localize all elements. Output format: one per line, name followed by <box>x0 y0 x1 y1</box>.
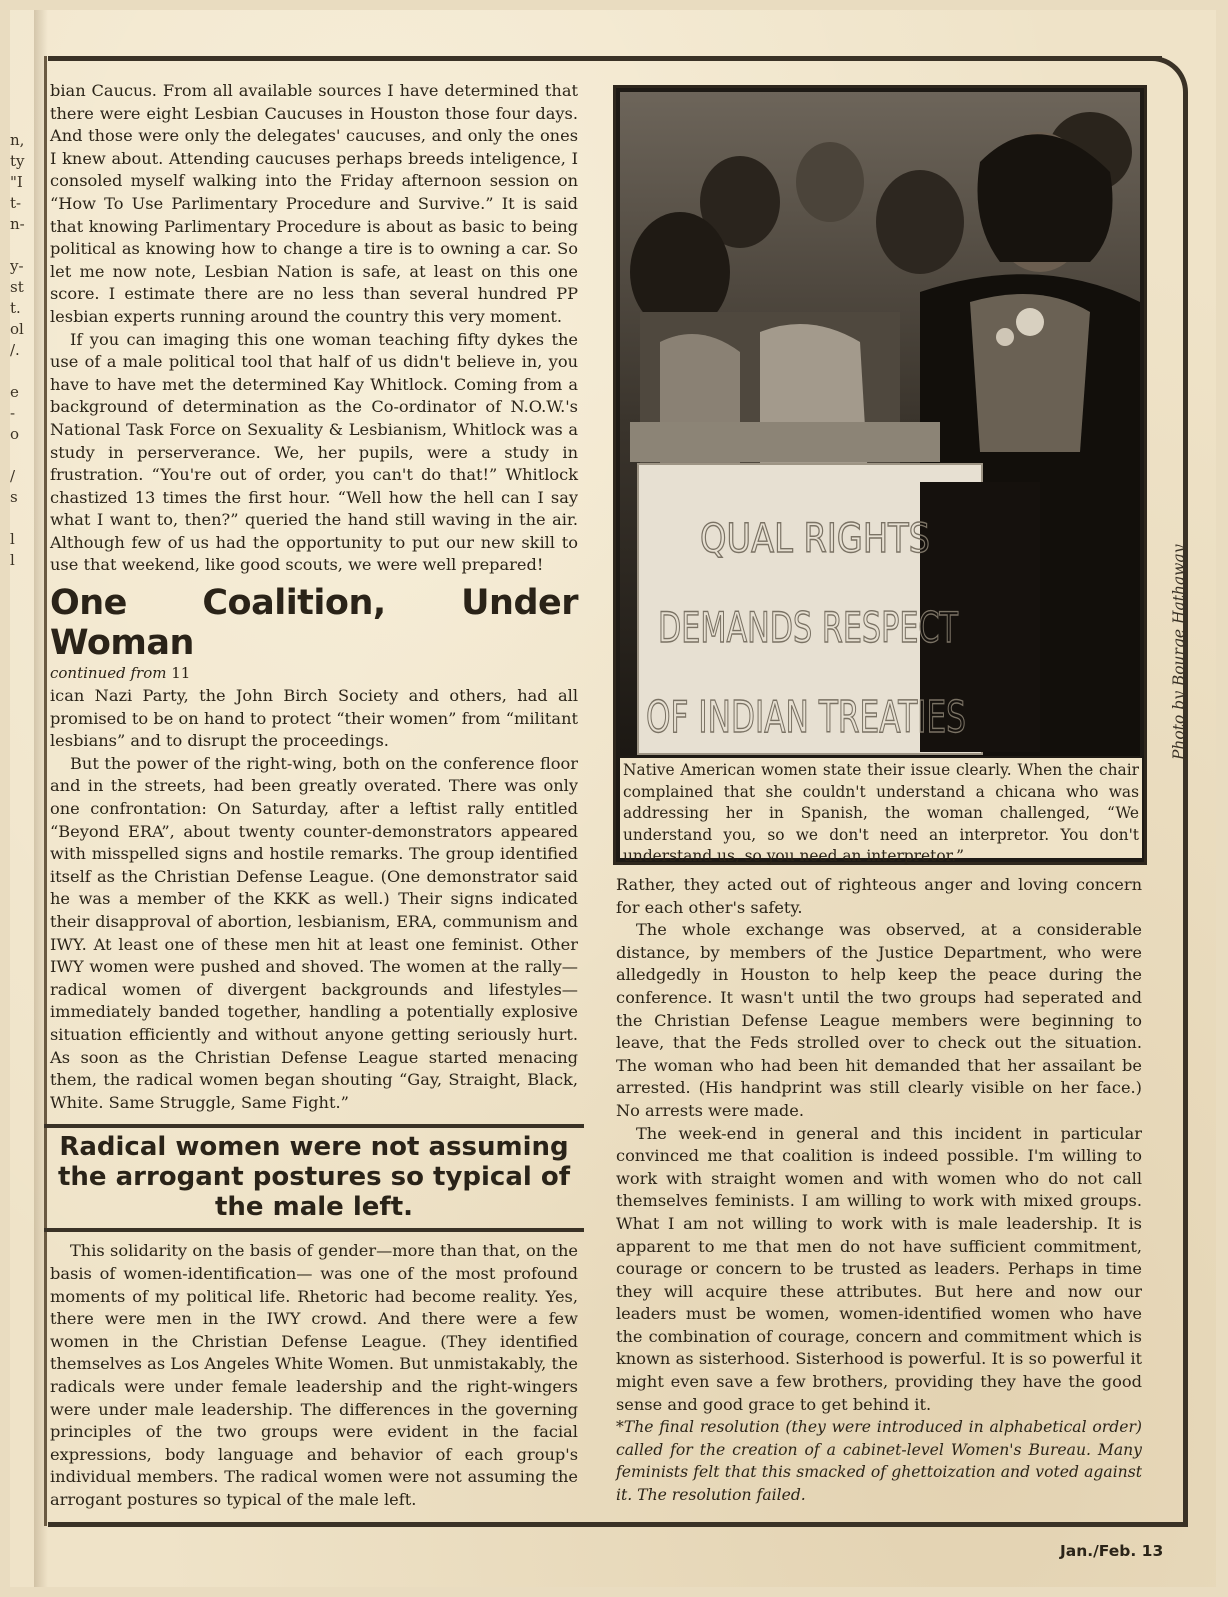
gutter-fragment: ol <box>10 320 24 338</box>
frame-rule-top <box>48 56 1162 61</box>
gutter-fragment: - <box>10 404 16 422</box>
gutter-fragment <box>10 445 32 466</box>
sign-text-line: DEMANDS RESPECT <box>658 603 959 652</box>
newspaper-page <box>10 10 1216 1587</box>
article-paragraph: The whole exchange was observed, at a considerable distance, by members of the Justice Department, who were alledgedly in Houston to help keep the peace during the conference. It wasn't until the two groups had seperated and the Christian Defense League members were beginning to leave, that the Feds strolled over to check out the situation. The woman who had been hit demanded that her assailant be arrested. (His handprint was still clearly visible on her face.) No arrests were made. <box>616 920 1142 1120</box>
protest-photo <box>620 92 1140 756</box>
gutter-fragment: / <box>10 467 16 485</box>
page-folio: Jan./Feb. 13 <box>1060 1542 1164 1560</box>
gutter-fragment: /. <box>10 341 20 359</box>
gutter-fragment: t- <box>10 194 22 212</box>
gutter-fragment <box>10 508 32 529</box>
article-paragraph: This solidarity on the basis of gender—more than that, on the basis of women-identification— was one of the most profound moments of my political life. Rhetoric had become reality. Yes, there were men in the IWY crowd. And there were a few women in the Christian Defense League. (They identified themselves as Los Angeles White Women. But unmistakably, the radicals were under female leadership and the right-wingers were under male leadership. The differences in the governing principles of the two groups were evident in the facial expressions, body language and behavior of each group's individual members. The radical women were not assuming the arrogant postures so typical of the male left. <box>50 1241 578 1509</box>
sign-text-line: QUAL RIGHTS <box>700 516 930 562</box>
gutter-fragment: l <box>10 530 15 548</box>
gutter-fragment <box>10 235 32 256</box>
gutter-fragment: y- <box>10 257 24 275</box>
frame-rule-left <box>44 56 47 1526</box>
left-column <box>50 80 578 1511</box>
article-headline: One Coalition, Under Woman <box>50 583 578 664</box>
gutter-fragment: e <box>10 383 19 401</box>
gutter-fragment: l <box>10 551 15 569</box>
gutter-fragment: ty <box>10 152 25 170</box>
photo-caption: Native American women state their issue clearly. When the chair complained that she couldn't understand a chicana who was addressing her in Spanish, the woman challenged, “We understand you, so we don't need an interpretor. You don't understand us, so you need an interpretor.” <box>620 758 1142 858</box>
photo-credit: Photo by Bourge Hathaway <box>1170 544 1188 760</box>
gutter-fragment: "I <box>10 173 23 191</box>
gutter-fragment: n- <box>10 215 25 233</box>
gutter-fragment: n, <box>10 131 25 149</box>
gutter-fragment: o <box>10 425 20 443</box>
article-paragraph: bian Caucus. From all available sources I have determined that there were eight Lesbian Caucuses in Houston those four days. And those were only the delegates' caucuses, and only the ones I knew about. Attending caucuses perhaps breeds inteligence, I consoled myself walking into the Friday afternoon session on “How To Use Parlimentary Procedure and Survive.” It is said that knowing Parlimentary Procedure is about as basic to being political as knowing how to change a tire is to owning a car. So let me now note, Lesbian Nation is safe, at least on this one score. I estimate there are no less than several hundred PP lesbian experts running around the country this very moment. <box>50 81 578 326</box>
gutter-fragment: s <box>10 488 18 506</box>
continued-page-number: 11 <box>171 664 191 683</box>
continued-text: continued from <box>50 664 167 683</box>
gutter-fragment: t. <box>10 299 21 317</box>
article-paragraph: Rather, they acted out of righteous anger and loving concern for each other's safety. <box>616 875 1142 917</box>
gutter-fragment <box>10 361 32 382</box>
sign-text-line: OF INDIAN TREATIES <box>646 692 966 743</box>
footnote: *The final resolution (they were introduced in alphabetical order) called for the creation of a cabinet-level Women's Bureau. Many feminists felt that this smacked of ghettoization and voted against it. The resolution failed. <box>616 1418 1142 1505</box>
continued-from-label <box>50 663 578 683</box>
photo-figure <box>613 85 1147 865</box>
pull-quote: Radical women were not assuming the arrogant postures so typical of the male left. <box>44 1124 584 1232</box>
right-column <box>616 874 1142 1507</box>
frame-rule-right <box>1183 120 1188 1525</box>
article-paragraph: But the power of the right-wing, both on the conference floor and in the streets, had been greatly overated. There was only one confrontation: On Saturday, after a leftist rally entitled “Beyond ERA”, about twenty counter-demonstrators appeared with misspelled signs and hostile remarks. The group identified itself as the Christian Defense League. (One demonstrator said he was a member of the KKK as well.) Their signs indicated their disapproval of abortion, lesbianism, ERA, communism and IWY. At least one of these men hit at least one feminist. Other IWY women were pushed and shoved. The women at the rally—radical women of divergent backgrounds and lifestyles—immediately banded together, handling a potentially explosive situation efficiently and without anyone getting seriously hurt. As soon as the Christian Defense League started menacing them, the radical women began shouting “Gay, Straight, Black, White. Same Struggle, Same Fight.” <box>50 753 578 1112</box>
article-paragraph: ican Nazi Party, the John Birch Society and others, had all promised to be on hand to protect “their women” from “militant lesbians” and to disrupt the proceedings. <box>50 686 578 751</box>
article-paragraph: The week-end in general and this incident in particular convinced me that coalition is indeed possible. I'm willing to work with straight women and with women who do not call themselves feminists. I am willing to work with mixed groups. What I am not willing to work with is male leadership. It is apparent to me that men do not have sufficient commitment, courage or concern to be trusted as leaders. Perhaps in time they will acquire these attributes. But here and now our leaders must be women, women-identified women who have the combination of courage, concern and commitment which is known as sisterhood. Sisterhood is powerful. It is so powerful it might even save a few brothers, providing they have the good sense and good grace to get behind it. <box>616 1123 1142 1414</box>
frame-rule-bottom <box>48 1522 1188 1527</box>
article-paragraph: If you can imaging this one woman teaching fifty dykes the use of a male political tool that half of us didn't believe in, you have to have met the determined Kay Whitlock. Coming from a background of determination as the Co-ordinator of N.O.W.'s National Task Force on Sexuality & Lesbianism, Whitlock was a study in perserverance. We, her pupils, were a study in frustration. “You're out of order, you can't do that!” Whitlock chastized 13 times the first hour. “Well how the hell can I say what I want to, then?” queried the hand still waving in the air. Although few of us had the opportunity to put our new skill to use that weekend, like good scouts, we were well prepared! <box>50 329 578 575</box>
previous-page-fragments <box>10 130 32 571</box>
gutter-fragment: st <box>10 278 24 296</box>
